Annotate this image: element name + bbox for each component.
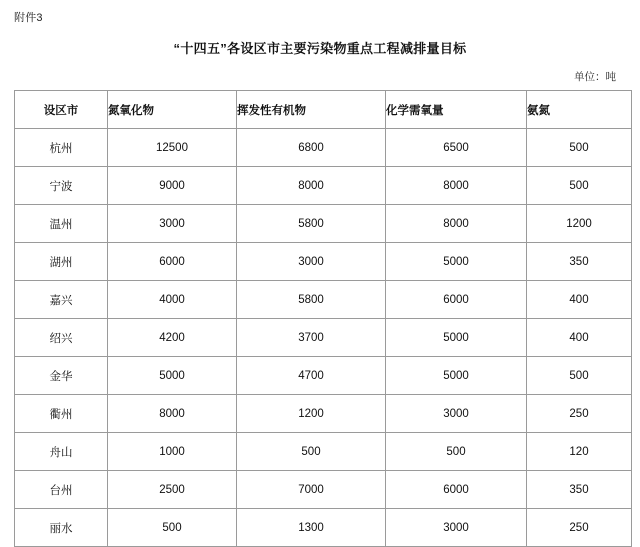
table-row [15, 357, 632, 395]
emission-reduction-table [14, 90, 632, 547]
table-row [15, 433, 632, 471]
cell-nh3: 500 [527, 167, 632, 205]
cell-cod: 8000 [386, 167, 527, 205]
column-header-voc: 挥发性有机物 [237, 91, 386, 129]
cell-cod: 6000 [386, 471, 527, 509]
table-row [15, 471, 632, 509]
cell-voc: 1300 [237, 509, 386, 547]
cell-voc: 5800 [237, 205, 386, 243]
cell-nox: 1000 [108, 433, 237, 471]
cell-voc: 500 [237, 433, 386, 471]
cell-voc: 3000 [237, 243, 386, 281]
cell-nh3: 250 [527, 395, 632, 433]
cell-nox: 12500 [108, 129, 237, 167]
table-row [15, 319, 632, 357]
cell-region: 杭州 [15, 129, 108, 167]
cell-nox: 500 [108, 509, 237, 547]
cell-region: 台州 [15, 471, 108, 509]
cell-nh3: 120 [527, 433, 632, 471]
column-header-region: 设区市 [15, 91, 108, 129]
table-row [15, 167, 632, 205]
cell-nox: 6000 [108, 243, 237, 281]
table-header-row [15, 91, 632, 129]
cell-region: 舟山 [15, 433, 108, 471]
cell-region: 金华 [15, 357, 108, 395]
cell-cod: 500 [386, 433, 527, 471]
cell-voc: 4700 [237, 357, 386, 395]
cell-voc: 8000 [237, 167, 386, 205]
table-row [15, 281, 632, 319]
table-body [15, 129, 632, 547]
cell-nox: 4000 [108, 281, 237, 319]
cell-cod: 5000 [386, 243, 527, 281]
cell-region: 衢州 [15, 395, 108, 433]
cell-nh3: 350 [527, 243, 632, 281]
column-header-nh3: 氨氮 [527, 91, 632, 129]
table-row [15, 205, 632, 243]
cell-region: 绍兴 [15, 319, 108, 357]
cell-region: 湖州 [15, 243, 108, 281]
cell-region: 温州 [15, 205, 108, 243]
table-header [15, 91, 632, 129]
cell-cod: 8000 [386, 205, 527, 243]
cell-nh3: 500 [527, 129, 632, 167]
cell-nox: 9000 [108, 167, 237, 205]
cell-nh3: 500 [527, 357, 632, 395]
table-row [15, 509, 632, 547]
cell-cod: 3000 [386, 395, 527, 433]
cell-nh3: 400 [527, 281, 632, 319]
cell-region: 丽水 [15, 509, 108, 547]
cell-nh3: 400 [527, 319, 632, 357]
cell-nh3: 350 [527, 471, 632, 509]
table-row [15, 129, 632, 167]
attachment-label: 附件3 [14, 12, 43, 24]
column-header-nox: 氮氧化物 [108, 91, 237, 129]
cell-nh3: 1200 [527, 205, 632, 243]
cell-cod: 6500 [386, 129, 527, 167]
cell-cod: 3000 [386, 509, 527, 547]
unit-note: 单位：吨 [574, 71, 616, 83]
column-header-cod: 化学需氧量 [386, 91, 527, 129]
table-row [15, 395, 632, 433]
cell-nox: 2500 [108, 471, 237, 509]
cell-voc: 3700 [237, 319, 386, 357]
cell-nox: 3000 [108, 205, 237, 243]
cell-cod: 5000 [386, 357, 527, 395]
cell-nox: 5000 [108, 357, 237, 395]
cell-voc: 7000 [237, 471, 386, 509]
cell-voc: 6800 [237, 129, 386, 167]
cell-region: 嘉兴 [15, 281, 108, 319]
table-row [15, 243, 632, 281]
cell-cod: 5000 [386, 319, 527, 357]
cell-nh3: 250 [527, 509, 632, 547]
cell-region: 宁波 [15, 167, 108, 205]
cell-voc: 1200 [237, 395, 386, 433]
cell-cod: 6000 [386, 281, 527, 319]
cell-nox: 8000 [108, 395, 237, 433]
cell-voc: 5800 [237, 281, 386, 319]
cell-nox: 4200 [108, 319, 237, 357]
page-title: “十四五”各设区市主要污染物重点工程减排量目标 [173, 41, 467, 56]
